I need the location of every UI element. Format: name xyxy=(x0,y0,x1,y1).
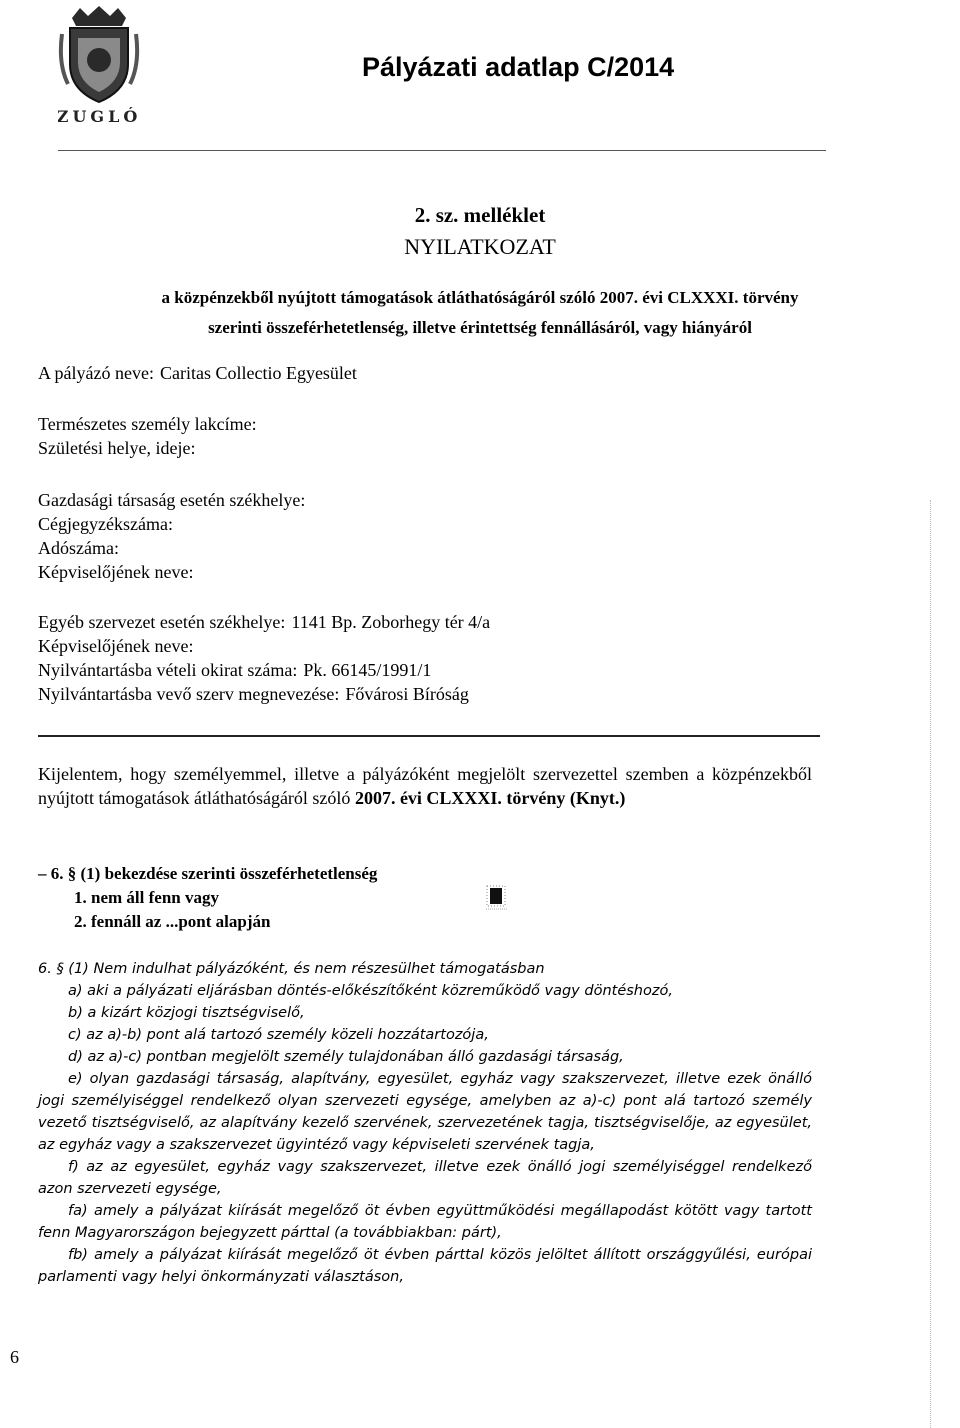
form-title: Pályázati adatlap C/2014 xyxy=(362,52,675,82)
registry-doc-row xyxy=(38,658,431,682)
legal-point-b: b) a kizárt közjogi tisztségviselő, xyxy=(68,1005,305,1021)
legal-point-fa: fa) amely a pályázat kiírását megelőző öt évben együttműködési megállapodást kötött vagy tartott fenn Magyarországon bejegyzett párttal (a továbbiakban: párt), xyxy=(38,1203,812,1241)
legal-point-a: a) aki a pályázati eljárásban döntés-előkészítőként közreműködő vagy döntéshozó, xyxy=(68,983,673,999)
other-org-seat-value: 1141 Bp. Zoborhegy tér 4/a xyxy=(291,612,491,632)
legal-point-d: d) az a)-c) pontban megjelölt személy tulajdonában álló gazdasági társaság, xyxy=(68,1049,624,1065)
company-tax-label: Adószáma: xyxy=(38,538,119,558)
registry-org-row xyxy=(38,682,469,706)
other-org-rep-label: Képviselőjének neve: xyxy=(38,636,194,656)
statement-text: Kijelentem, hogy személyemmel, illetve a pályázóként megjelölt szervezettel szemben a közpénzekből nyújtott támogatások átláthatóságáról szóló xyxy=(38,764,812,808)
applicant-name-row xyxy=(38,361,357,385)
page-number: 6 xyxy=(10,1347,19,1367)
other-org-seat-label: Egyéb szervezet esetén székhelye: xyxy=(38,612,286,632)
options-heading: – 6. § (1) bekezdése szerinti összeférhetetlenség xyxy=(38,864,378,883)
zuglo-coat-of-arms-logo xyxy=(58,4,140,126)
annex-label: 2. sz. melléklet xyxy=(414,203,546,227)
statement-paragraph xyxy=(38,762,812,810)
company-registry-label: Cégjegyzékszáma: xyxy=(38,514,173,534)
option-applicable[interactable]: 2. fennáll az ...pont alapján xyxy=(74,912,271,931)
legal-point-fb: fb) amely a pályázat kiírását megelőző öt évben párttal közös jelöltet állított országgyűlési, európai parlamenti vagy helyi önkormányzati választáson, xyxy=(38,1247,812,1285)
applicant-name-label: A pályázó neve: xyxy=(38,363,154,383)
applicant-name-value: Caritas Collectio Egyesület xyxy=(159,363,357,383)
person-birth-label: Születési helye, ideje: xyxy=(38,438,196,458)
legal-point-e: e) olyan gazdasági társaság, alapítvány, egyesület, egyház vagy szakszervezet, illetve ezek önálló jogi személyiséggel rendelkező olyan szervezeti egysége, amelyben az a)-c) pont alá tartozó személy vezető tisztségviselő, az alapítvány kezelő szervének, szervezetének tagja, tisztségviselője, az egyesület, az egyház vagy a szakszervezet ügyintéző vagy képviseleti szervének tagja, xyxy=(38,1071,812,1153)
legal-point-f: f) az az egyesület, egyház vagy szakszervezet, illetve ezek önálló jogi személyiséggel rendelkező azon szervezeti egysége, xyxy=(38,1159,812,1197)
registry-doc-label: Nyilvántartásba vételi okirat száma: xyxy=(38,660,298,680)
legal-excerpt xyxy=(38,958,812,1288)
registry-org-label: Nyilvántartásba vevő szerv megnevezése: xyxy=(38,684,340,704)
declaration-heading: NYILATKOZAT xyxy=(404,234,556,259)
statement-law-reference: 2007. évi CLXXXI. törvény (Knyt.) xyxy=(354,788,626,808)
registry-org-value: Fővárosi Bíróság xyxy=(345,684,469,704)
legal-point-c: c) az a)-b) pont alá tartozó személy közeli hozzátartozója, xyxy=(68,1027,489,1043)
registry-doc-value: Pk. 66145/1991/1 xyxy=(303,660,432,680)
subtitle-line1: a közpénzekből nyújtott támogatások átláthatóságáról szóló 2007. évi CLXXXI. törvény xyxy=(161,288,799,307)
person-address-label: Természetes személy lakcíme: xyxy=(38,414,257,434)
subtitle-line2: szerinti összeférhetetlenség, illetve érintettség fennállásáról, vagy hiányáról xyxy=(208,318,752,337)
scan-edge-line xyxy=(930,500,931,1428)
svg-text:ZUGLÓ: ZUGLÓ xyxy=(58,107,140,126)
option-checkbox-marked[interactable] xyxy=(484,884,510,912)
company-rep-label: Képviselőjének neve: xyxy=(38,562,194,582)
company-seat-label: Gazdasági társaság esetén székhelye: xyxy=(38,490,306,510)
legal-intro: 6. § (1) Nem indulhat pályázóként, és nem részesülhet támogatásban xyxy=(38,961,545,977)
option-not-applicable[interactable]: 1. nem áll fenn vagy xyxy=(74,888,219,907)
section-divider xyxy=(38,735,820,737)
header-divider xyxy=(58,150,826,151)
other-org-seat-row xyxy=(38,610,490,634)
